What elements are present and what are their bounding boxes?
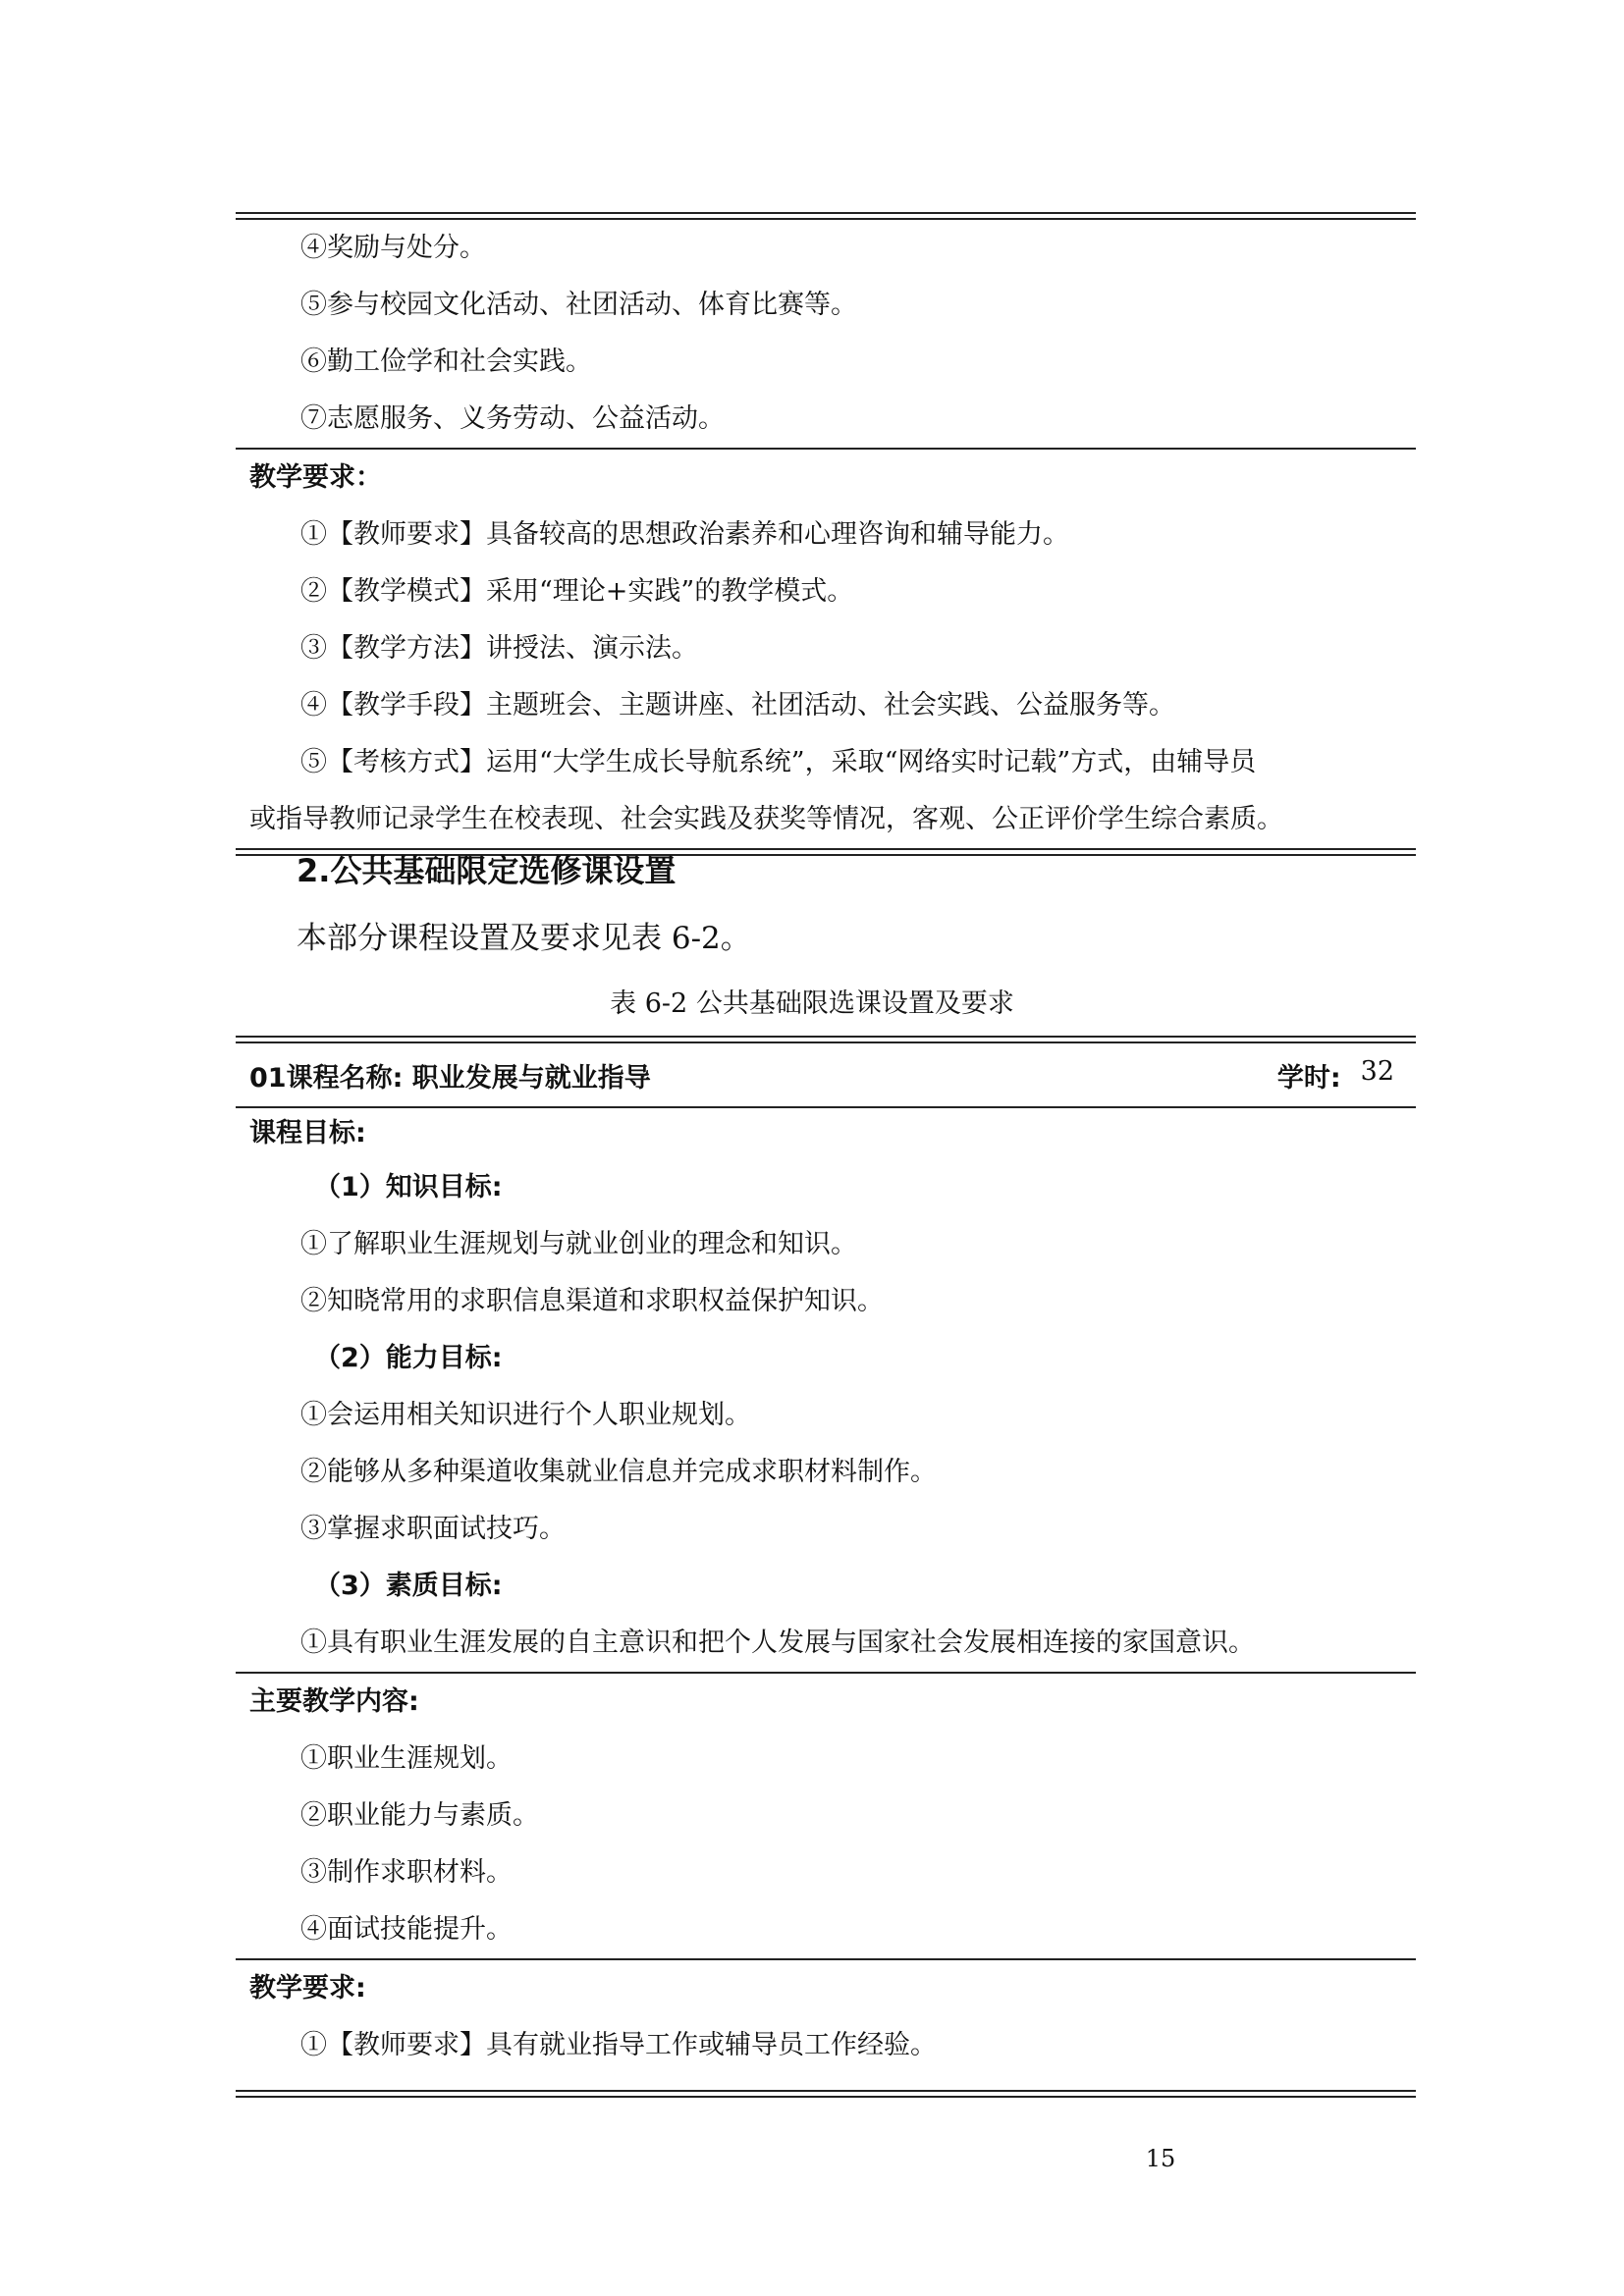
- goal-item: ①了解职业生涯规划与就业创业的理念和知识。: [300, 1229, 857, 1259]
- content-item: ⑦志愿服务、义务劳动、公益活动。: [300, 403, 725, 434]
- goal-item: ②知晓常用的求职信息渠道和求职权益保护知识。: [300, 1286, 884, 1316]
- ability-goals-heading: （2）能力目标:: [314, 1343, 503, 1373]
- assessment-line-1: ⑤【考核方式】运用“大学生成长导航系统”，采取“网络实时记载”方式，由辅导员: [300, 747, 1257, 777]
- requirement-item: ③【教学方法】讲授法、演示法。: [300, 633, 698, 664]
- section-text: 本部分课程设置及要求见表 6-2。: [297, 921, 751, 956]
- goal-item: ③掌握求职面试技巧。: [300, 1514, 566, 1544]
- requirement-item: ④【教学手段】主题班会、主题讲座、社团活动、社会实践、公益服务等。: [300, 690, 1175, 721]
- content-item: ④面试技能提升。: [300, 1914, 513, 1945]
- table-top-border: [236, 1036, 1416, 1043]
- course-table: [236, 1036, 1416, 2098]
- content-item: ④奖励与处分。: [300, 233, 486, 263]
- section-title: 2.公共基础限定选修课设置: [297, 852, 677, 889]
- content-item: ①职业生涯规划。: [300, 1743, 513, 1774]
- main-content-heading: 主要教学内容:: [249, 1686, 419, 1717]
- page-number: 15: [1145, 2145, 1176, 2172]
- course-name: 01课程名称: 职业发展与就业指导: [249, 1062, 651, 1094]
- hours-value: 32: [1360, 1055, 1394, 1087]
- content-item: ③制作求职材料。: [300, 1857, 513, 1888]
- content-item: ⑥勤工俭学和社会实践。: [300, 347, 592, 377]
- quality-goals-heading: （3）素质目标:: [314, 1571, 503, 1601]
- content-item: ⑤参与校园文化活动、社团活动、体育比赛等。: [300, 290, 857, 320]
- table-top-border: [236, 212, 1416, 220]
- hours-label: 学时:: [1276, 1062, 1341, 1094]
- knowledge-goals-heading: （1）知识目标:: [314, 1172, 503, 1202]
- requirement-item: ①【教师要求】具备较高的思想政治素养和心理咨询和辅导能力。: [300, 519, 1069, 550]
- table-caption: 表 6-2 公共基础限选课设置及要求: [610, 988, 1014, 1019]
- course-name-row: [236, 1043, 1416, 1106]
- teaching-requirements-heading: 教学要求：: [249, 462, 382, 493]
- goal-item: ①会运用相关知识进行个人职业规划。: [300, 1400, 751, 1430]
- requirement-item: ②【教学模式】采用“理论+实践”的教学模式。: [300, 576, 854, 607]
- goal-item: ①具有职业生涯发展的自主意识和把个人发展与国家社会发展相连接的家国意识。: [300, 1628, 1255, 1658]
- content-item: ②职业能力与素质。: [300, 1800, 539, 1831]
- course-goals-heading: 课程目标:: [249, 1118, 366, 1148]
- teaching-requirements-heading: 教学要求:: [249, 1973, 366, 2003]
- requirement-item: ①【教师要求】具有就业指导工作或辅导员工作经验。: [300, 2030, 937, 2060]
- course-hours: [1277, 1056, 1402, 1095]
- previous-course-table: [236, 212, 1416, 856]
- assessment-line-2: 或指导教师记录学生在校表现、社会实践及获奖等情况，客观、公正评价学生综合素质。: [249, 804, 1283, 834]
- table-bottom-border: [236, 2090, 1416, 2098]
- goal-item: ②能够从多种渠道收集就业信息并完成求职材料制作。: [300, 1457, 937, 1487]
